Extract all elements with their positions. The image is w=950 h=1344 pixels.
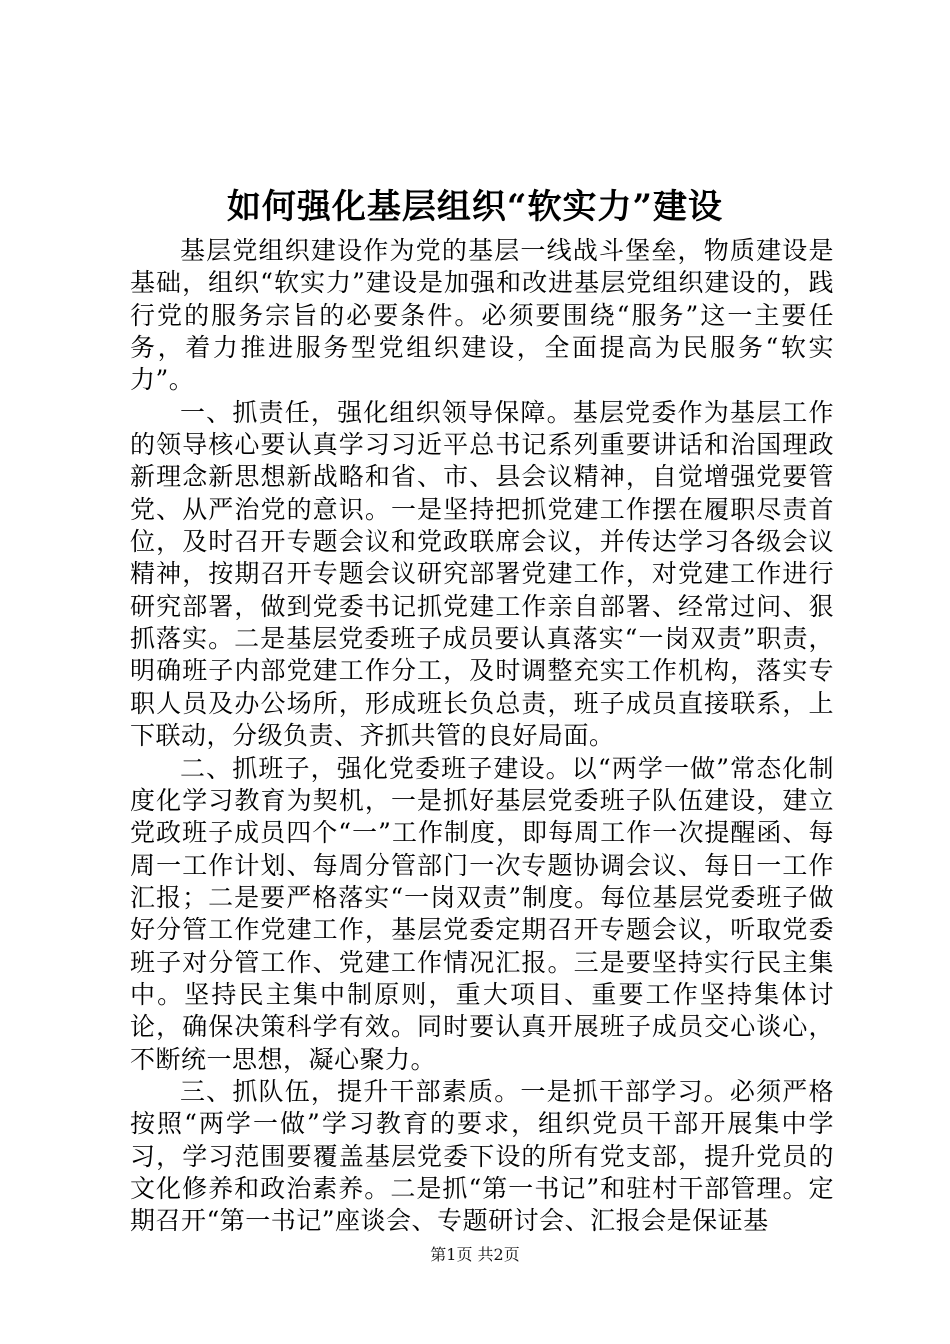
paragraph-intro: 基层党组织建设作为党的基层一线战斗堡垒，物质建设是基础，组织“软实力”建设是加强和改进基层党组织建设的，践行党的服务宗旨的必要条件。必须要围绕“服务”这一主要任务，着力推进服务型党组织建设，全面提高为民服务“软实力”。 bbox=[130, 236, 834, 395]
document-title: 如何强化基层组织“软实力”建设 bbox=[226, 187, 724, 227]
page-footer: 第1页 共2页 bbox=[430, 1245, 520, 1264]
document-body bbox=[130, 235, 834, 1238]
paragraph-section-2: 二、抓班子，强化党委班子建设。以“两学一做”常态化制度化学习教育为契机，一是抓好基层党委班子队伍建设，建立党政班子成员四个“一”工作制度，即每周工作一次提醒函、每周一工作计划、每周分管部门一次专题协调会议、每日一工作汇报；二是要严格落实“一岗双责”制度。每位基层党委班子做好分管工作党建工作，基层党委定期召开专题会议，听取党委班子对分管工作、党建工作情况汇报。三是要坚持实行民主集中。坚持民主集中制原则，重大项目、重要工作坚持集体讨论，确保决策科学有效。同时要认真开展班子成员交心谈心，不断统一思想，凝心聚力。 bbox=[130, 753, 834, 1074]
paragraph-section-1: 一、抓责任，强化组织领导保障。基层党委作为基层工作的领导核心要认真学习习近平总书记系列重要讲话和治国理政新理念新思想新战略和省、市、县会议精神，自觉增强党要管党、从严治党的意识。一是坚持把抓党建工作摆在履职尽责首位，及时召开专题会议和党政联席会议，并传达学习各级会议精神，按期召开专题会议研究部署党建工作，对党建工作进行研究部署，做到党委书记抓党建工作亲自部署、经常过问、狠抓落实。二是基层党委班子成员要认真落实“一岗双责”职责，明确班子内部党建工作分工，及时调整充实工作机构，落实专职人员及办公场所，形成班长负总责，班子成员直接联系，上下联动，分级负责、齐抓共管的良好局面。 bbox=[130, 397, 834, 751]
paragraph-section-3: 三、抓队伍，提升干部素质。一是抓干部学习。必须严格按照“两学一做”学习教育的要求，组织党员干部开展集中学习，学习范围要覆盖基层党委下设的所有党支部，提升党员的文化修养和政治素养。二是抓“第一书记”和驻村干部管理。定期召开“第一书记”座谈会、专题研讨会、汇报会是保证基 bbox=[130, 1076, 834, 1236]
